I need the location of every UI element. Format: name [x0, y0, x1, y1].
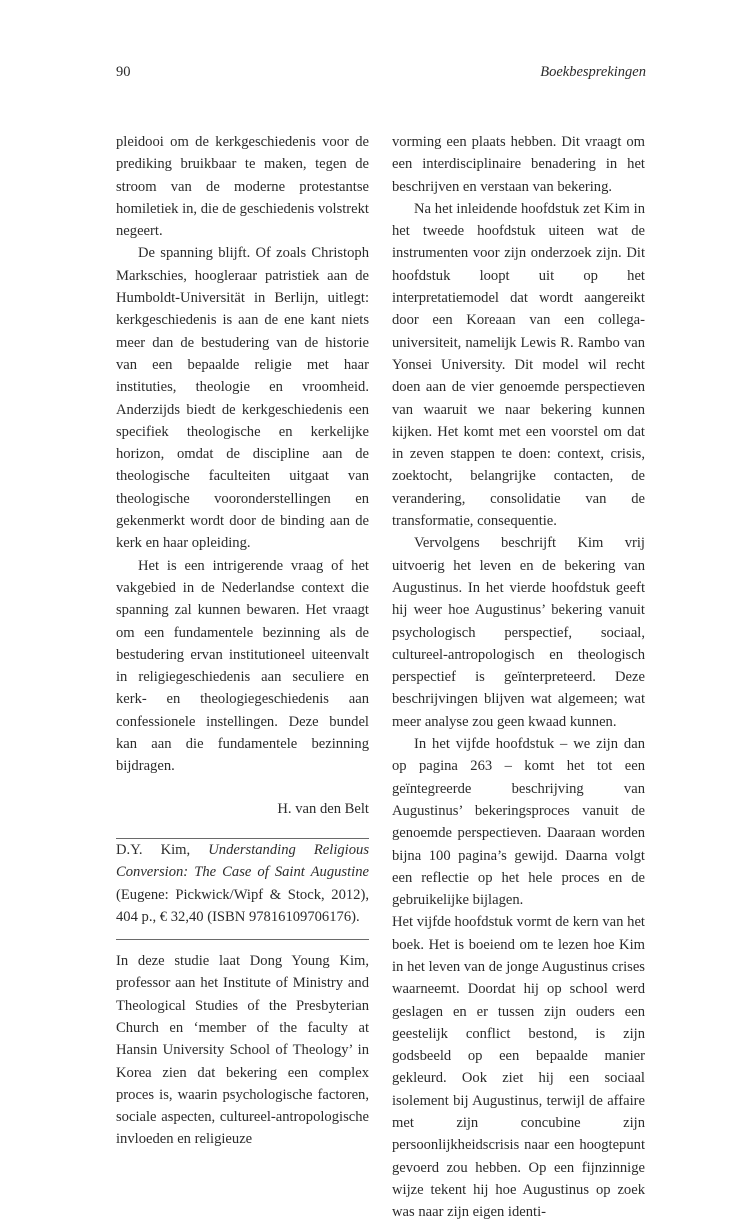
reviewer-signature: H. van den Belt — [277, 800, 369, 817]
book-reference — [116, 839, 369, 928]
paragraph: In deze studie laat Dong Young Kim, professor aan het Institute of Ministry and Theological Studies of the Presbyterian Church en ‘member of the faculty at Hansin University School of Theology’ in Korea zien dat bekering een complex proces is, waarin psychologische factoren, sociale aspecten, cultureel-antropologische invloeden en religieuze — [116, 953, 369, 1148]
paragraph: pleidooi om de kerkgeschiedenis voor de prediking bruikbaar te maken, tegen de stroom van de moderne protestantse homiletiek in, die de geschiedenis volstrekt negeert. — [116, 134, 369, 240]
page-number: 90 — [116, 64, 131, 80]
book-details: (Eugene: Pickwick/Wipf & Stock, 2012), 404 p., € 32,40 (ISBN 97816109706176). — [116, 886, 369, 925]
paragraph: Het is een intrigerende vraag of het vakgebied in de Nederlandse context die spanning zal kunnen bewaren. Het vraagt om een fundamentele bezinning als de bestudering ervan institutioneel uiteenvalt in religiegeschiedenis aan seculiere en kerk- en theologiegeschiedenis aan confessionele instellingen. Deze bundel kan aan die fundamentele bezinning bijdragen. — [116, 557, 369, 775]
divider-bottom — [116, 939, 369, 940]
paragraph: De spanning blijft. Of zoals Christoph Markschies, hoogleraar patristiek aan de Humboldt-Universität in Berlijn, uitlegt: kerkgeschiedenis is aan de ene kant niets meer dan de bestudering van de historie van een bepaalde religie met haar instituties, theologie en vroomheid. Anderzijds biedt de kerkgeschiedenis een specifiek theologische en kerkelijke horizon, omdat de discipline aan de theologische faculteiten uitgaat van theologische vooronderstellingen en gekenmerkt wordt door de binding aan de kerk en haar opleiding. — [116, 245, 369, 552]
paragraph: vorming een plaats hebben. Dit vraagt om een interdisciplinaire benadering in het beschrijven en verstaan van bekering. — [392, 134, 645, 195]
paragraph: Vervolgens beschrijft Kim vrij uitvoerig het leven en de bekering van Augustinus. In het vierde hoofdstuk geeft hij weer hoe Augustinus’ bekering vanuit psychologisch perspectief, sociaal, cultureel-antropologisch en theologisch perspectief is geïnterpreteerd. Deze beschrijvingen blijven wat algemeen; wat meer analyse zou geen kwaad kunnen. — [392, 535, 645, 730]
paragraph: Na het inleidende hoofdstuk zet Kim in het tweede hoofdstuk uiteen wat de instrumenten voor zijn onderzoek zijn. Dit hoofdstuk loopt uit op het interpretatiemodel dat wordt aangereikt door een Koreaan van een collega-universiteit, namelijk Lewis R. Rambo van Yonsei University. Dit model wil recht doen aan de vier genoemde perspectieven van waaruit we naar bekering kunnen kijken. Het komt met een voorstel om dat in zeven stappen te doen: context, crisis, zoektocht, belangrijke contacten, de verandering, consolidatie van de transformatie, consequentie. — [392, 200, 645, 530]
paragraph: In het vijfde hoofdstuk – we zijn dan op pagina 263 – komt het tot een geïntegreerde beschrijving van Augustinus’ bekeringsproces vanuit de genoemde perspectieven. Daaraan worden bijna 100 pagina’s gewijd. Daarna volgt een reflectie op het hele proces en de gebruikelijke bijlagen. — [392, 736, 645, 909]
running-title: Boekbesprekingen — [540, 64, 646, 80]
book-author: D.Y. Kim, — [116, 841, 209, 858]
left-column — [116, 131, 369, 1151]
right-column — [392, 131, 645, 1224]
paragraph: Het vijfde hoofdstuk vormt de kern van het boek. Het is boeiend om te lezen hoe Kim in het leven van de jonge Augustinus crises waarneemt. Doordat hij op school werd geslagen en er tussen zijn ouders een geestelijk conflict bestond, is zijn godsbeeld op een bepaalde manier gekleurd. Ook ziet hij een sociaal isolement bij Augustinus, terwijl de affaire met zijn concubine zijn persoonlijkheidscrisis naar een hoogtepunt gevoerd zou hebben. Op een fijnzinnige wijze tekent hij hoe Augustinus op zoek was naar zijn eigen identi- — [392, 914, 645, 1221]
page-header — [116, 64, 646, 86]
book-title: Understanding Religious Conversion: The Case of Saint Augustine — [116, 841, 369, 881]
